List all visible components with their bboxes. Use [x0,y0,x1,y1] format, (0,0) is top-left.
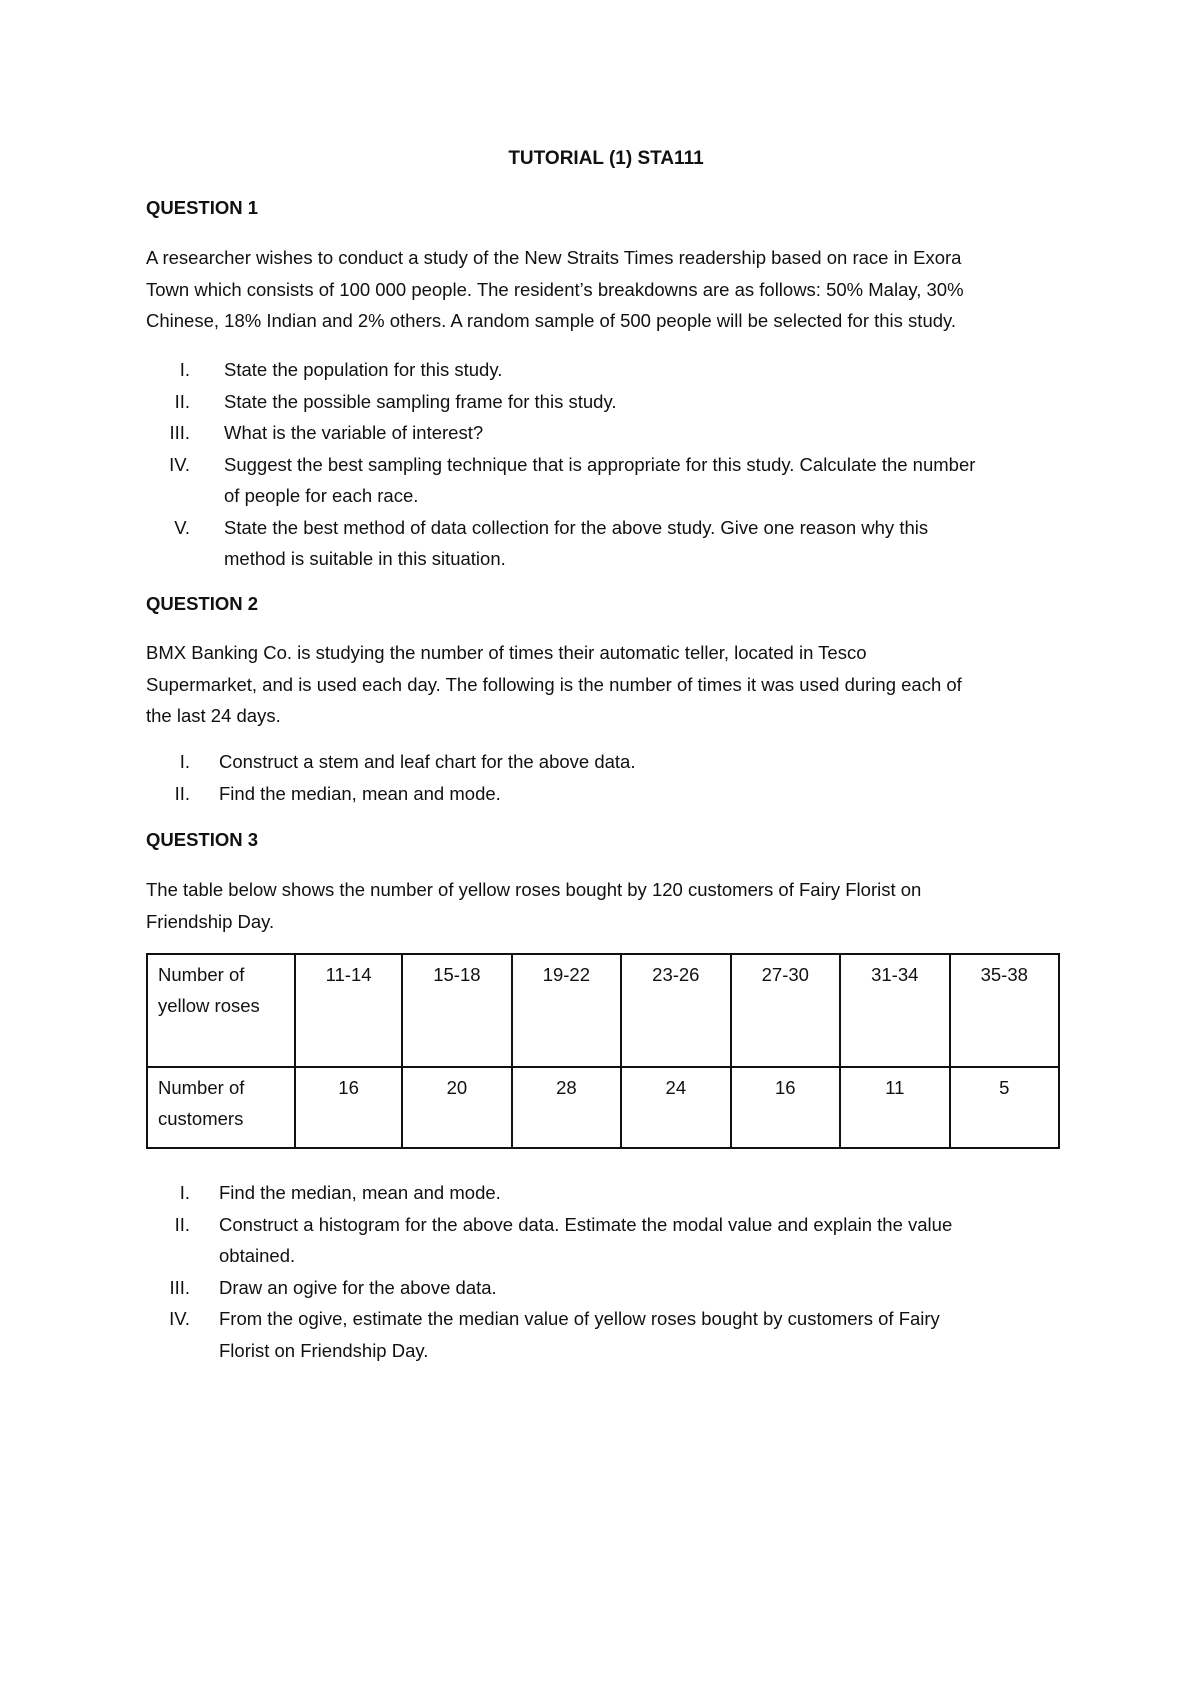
q2-line-2: Supermarket, and is used each day. The following is the number of times it was used during each of [146,673,962,695]
table-row [147,954,1059,1067]
table-cell: 15-18 [402,954,511,1067]
table-cell: 23-26 [621,954,730,1067]
question-3-list [146,1177,1066,1366]
item-text: State the best method of data collection for the above study. Give one reason why this [224,516,929,538]
table-cell: 19-22 [512,954,621,1067]
item-text-continued: Florist on Friendship Day. [219,1339,429,1361]
question-1-heading: QUESTION 1 [146,197,259,218]
question-1-text [146,242,1066,337]
item-text: Construct a histogram for the above data. Estimate the modal value and explain the value [219,1213,953,1235]
item-text: What is the variable of interest? [224,422,484,443]
item-number: III. [169,1276,190,1298]
list-item [146,449,1066,512]
row-header-line: Number of [158,1077,245,1098]
item-text: State the possible sampling frame for this study. [224,390,617,412]
table-cell: 11 [840,1067,949,1148]
yellow-roses-table [146,953,1060,1149]
item-number: I. [179,1182,190,1203]
row-header-customers [147,1067,295,1148]
q1-line-2: Town which consists of 100 000 people. The resident’s breakdowns are as follows: 50% Malay, 30% [146,278,964,300]
row-header-line: Number of [158,964,245,985]
table-cell: 11-14 [295,954,402,1067]
list-item [146,746,1066,778]
table-cell: 31-34 [840,954,949,1067]
row-header-roses [147,954,295,1067]
q1-line-1: A researcher wishes to conduct a study of the New Straits Times readership based on race in Exora [146,247,962,268]
question-3-text [146,874,1066,937]
item-text: Find the median, mean and mode. [219,1182,501,1203]
q1-line-3: Chinese, 18% Indian and 2% others. A random sample of 500 people will be selected for this study. [146,310,957,331]
q3-line-2: Friendship Day. [146,910,275,932]
table-cell: 16 [295,1067,402,1148]
list-item [146,1209,1066,1272]
list-item [146,417,1066,449]
table-cell: 27-30 [731,954,840,1067]
list-item [146,1177,1066,1209]
row-header-line: customers [158,1108,244,1129]
list-item [146,1303,1066,1366]
q3-line-1: The table below shows the number of yellow roses bought by 120 customers of Fairy Florist on [146,879,922,900]
list-item [146,778,1066,810]
row-header-line: yellow roses [158,995,260,1016]
item-text: Suggest the best sampling technique that is appropriate for this study. Calculate the number [224,453,976,475]
item-text-continued: obtained. [219,1245,296,1266]
item-number: I. [179,359,190,380]
table-cell: 20 [402,1067,511,1148]
item-number: IV. [169,453,190,475]
q2-line-1: BMX Banking Co. is studying the number of times their automatic teller, located in Tesco [146,642,867,663]
table-cell: 35-38 [950,954,1060,1067]
item-number: V. [174,516,190,538]
table-cell: 5 [950,1067,1060,1148]
item-number: I. [179,751,190,772]
item-text: Draw an ogive for the above data. [219,1276,497,1298]
list-item [146,1272,1066,1304]
table-cell: 16 [731,1067,840,1148]
table-row [147,1067,1059,1148]
item-number: III. [169,422,190,443]
table-cell: 28 [512,1067,621,1148]
question-1-list [146,354,1066,575]
item-number: II. [174,390,190,412]
question-3-heading: QUESTION 3 [146,829,259,850]
table-cell: 24 [621,1067,730,1148]
list-item [146,386,1066,418]
document-title: TUTORIAL (1) STA111 [508,148,704,169]
list-item [146,512,1066,575]
item-text: Find the median, mean and mode. [219,782,501,804]
item-number: IV. [169,1308,190,1329]
q2-line-3: the last 24 days. [146,705,281,726]
item-text: From the ogive, estimate the median value of yellow roses bought by customers of Fairy [219,1308,940,1329]
question-2-text [146,637,1066,732]
item-number: II. [174,1213,190,1235]
question-2-heading: QUESTION 2 [146,593,259,614]
item-number: II. [174,782,190,804]
list-item [146,354,1066,386]
item-text-continued: of people for each race. [224,485,419,506]
item-text: State the population for this study. [224,359,503,380]
item-text: Construct a stem and leaf chart for the above data. [219,751,636,772]
item-text-continued: method is suitable in this situation. [224,548,506,569]
question-2-list [146,746,1066,809]
